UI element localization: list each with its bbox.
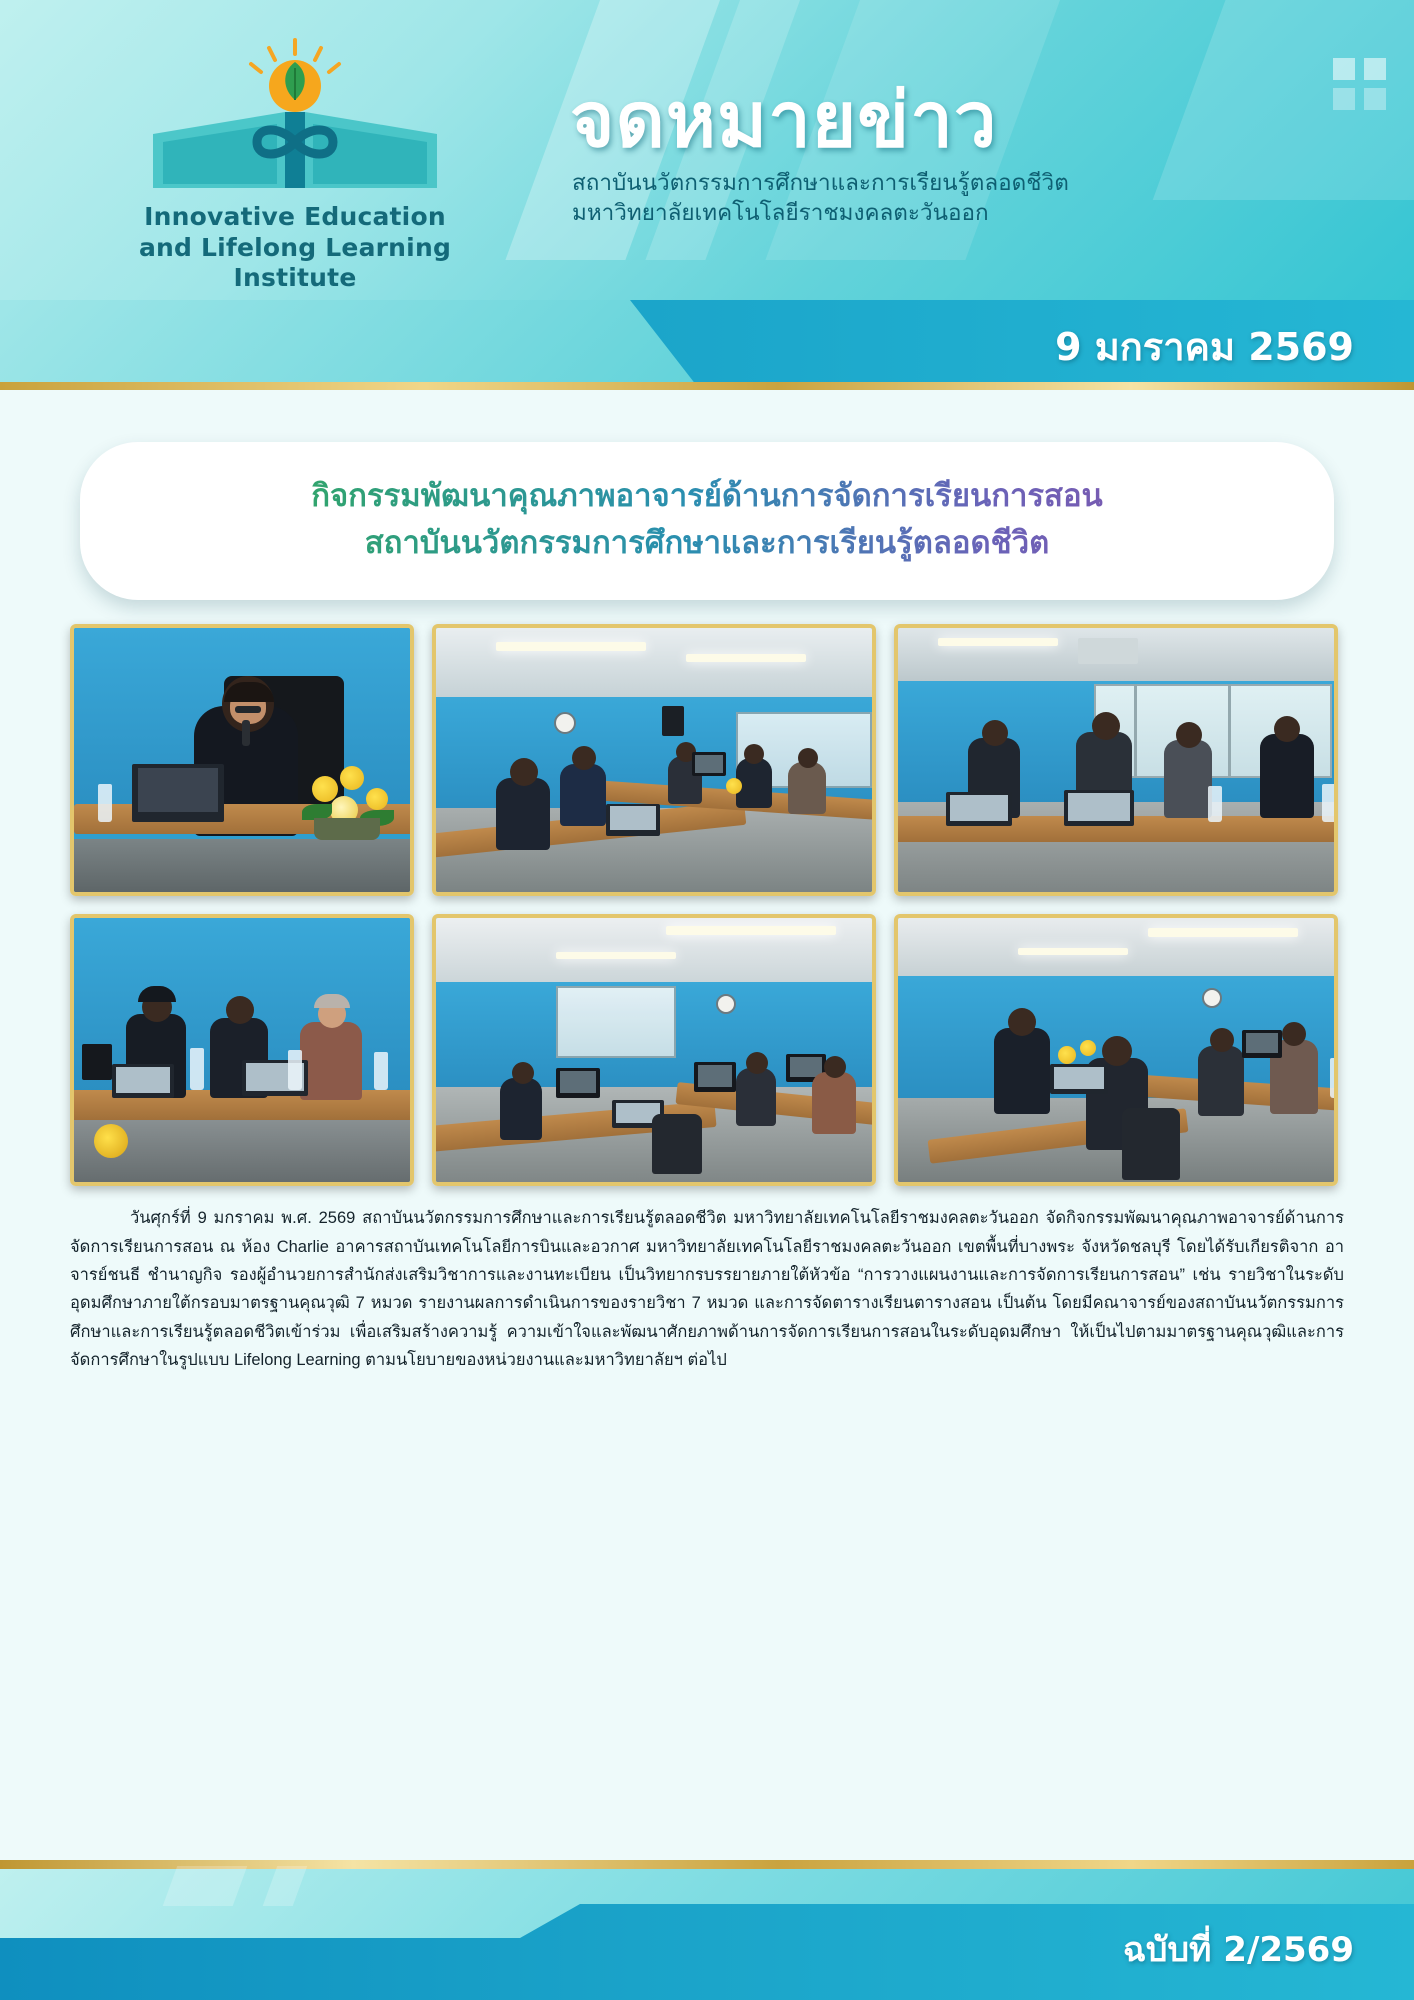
header-date-bar-cut <box>0 300 700 390</box>
logo-text-line-3: Institute <box>233 263 357 292</box>
organization-line-2: มหาวิทยาลัยเทคโนโลยีราชมงคลตะวันออก <box>572 200 989 226</box>
headline-line-1: กิจกรรมพัฒนาคุณภาพอาจารย์ด้านการจัดการเรียนการสอน <box>120 472 1294 519</box>
header-square-decor <box>1333 58 1386 80</box>
gallery-photo-2 <box>432 624 876 896</box>
photo-gallery <box>70 624 1344 1186</box>
logo-text-line-1: Innovative Education <box>144 202 446 231</box>
header-gold-divider <box>0 382 1414 390</box>
organization-line-1: สถาบันนวัตกรรมการศึกษาและการเรียนรู้ตลอดชีวิต <box>572 169 1069 195</box>
gallery-photo-1 <box>70 624 414 896</box>
gallery-photo-3 <box>894 624 1338 896</box>
gallery-photo-6 <box>894 914 1338 1186</box>
masthead-title: จดหมายข่าว <box>570 75 998 164</box>
footer-decoration-stripe <box>263 1866 308 1906</box>
photo-row-2 <box>70 914 1344 1186</box>
newsletter-body <box>0 442 1414 1374</box>
book-sun-leaf-icon <box>145 38 445 203</box>
photo-row-1 <box>70 624 1344 896</box>
institute-logo <box>95 38 495 308</box>
issue-date: 9 มกราคม 2569 <box>1055 325 1354 369</box>
footer-decoration-stripe <box>163 1866 248 1906</box>
gallery-photo-4 <box>70 914 414 1186</box>
logo-text <box>95 202 495 294</box>
issue-number: ฉบับที่ 2/2569 <box>1122 1930 1354 1970</box>
masthead-block <box>520 75 1400 275</box>
headline-line-2: สถาบันนวัตกรรมการศึกษาและการเรียนรู้ตลอดชีวิต <box>120 519 1294 566</box>
logo-mark-icon <box>145 38 445 198</box>
article-body <box>70 1204 1344 1374</box>
article-text: วันศุกร์ที่ 9 มกราคม พ.ศ. 2569 สถาบันนวัตกรรมการศึกษาและการเรียนรู้ตลอดชีวิต มหาวิทยาลัยเทคโนโลยีราชมงคลตะวันออก จัดกิจกรรมพัฒนาคุณภาพอาจารย์ด้านการจัดการเรียนการสอน ณ ห้อง Charlie อาคารสถาบันเทคโนโลยีการบินและอวกาศ มหาวิทยาลัยเทคโนโลยีราชมงคลตะวันออก เขตพื้นที่บางพระ จังหวัดชลบุรี โดยได้รับเกียรติจาก อาจารย์ชนธี ชำนาญกิจ รองผู้อำนวยการสำนักส่งเสริมวิชาการและงานทะเบียน เป็นวิทยากรบรรยายภายใต้หัวข้อ “การวางแผนงานและการจัดการเรียนการสอน” เช่น รายวิชาในระดับอุดมศึกษาภายใต้กรอบมาตรฐานคุณวุฒิ 7 หมวด รายงานผลการดำเนินการของรายวิชา 7 หมวด และการจัดตารางเรียนตารางสอน เป็นต้น โดยมีคณาจารย์ของสถาบันนวัตกรรมการศึกษาและการเรียนรู้ตลอดชีวิตเข้าร่วม เพื่อเสริมสร้างความรู้ ความเข้าใจและพัฒนาศักยภาพด้านการจัดการเรียนการสอนในระดับอุดมศึกษา ให้เป็นไปตามมาตรฐานคุณวุฒิและการจัดการศึกษาในรูปแบบ Lifelong Learning ตามนโยบายของหน่วยงานและมหาวิทยาลัยฯ ต่อไป <box>70 1209 1344 1370</box>
newsletter-header <box>0 0 1414 390</box>
headline-card <box>80 442 1334 600</box>
newsletter-footer <box>0 1860 1414 2000</box>
gallery-photo-5 <box>432 914 876 1186</box>
logo-text-line-2: and Lifelong Learning <box>138 232 452 262</box>
